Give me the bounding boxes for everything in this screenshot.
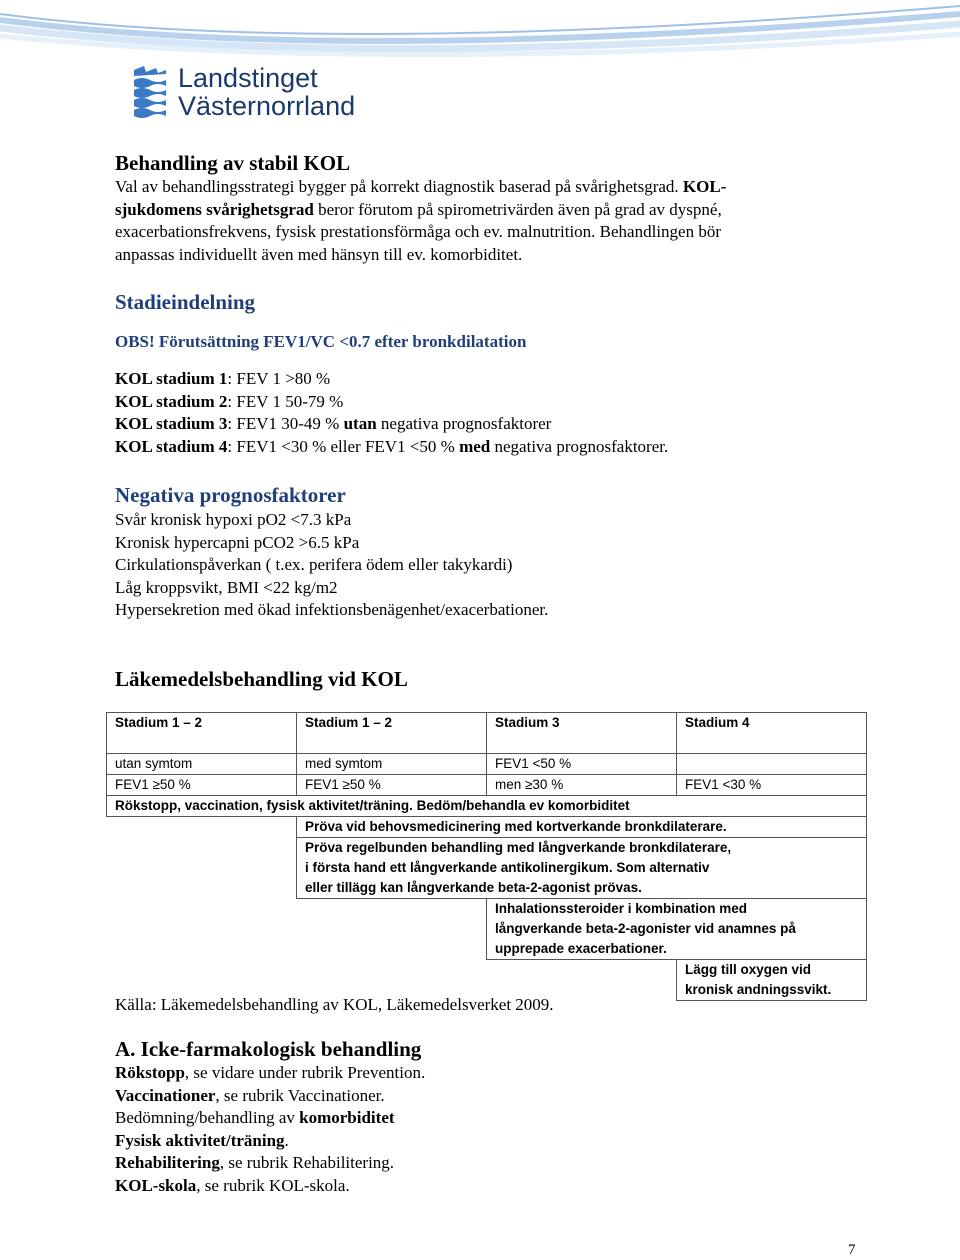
section-title-stabil-kol: Behandling av stabil KOL bbox=[115, 151, 351, 175]
table-header-cell: Stadium 1 – 2 bbox=[297, 713, 487, 754]
list-item: KOL-skola, se rubrik KOL-skola. bbox=[115, 1175, 350, 1195]
obs-note: OBS! Förutsättning FEV1/VC <0.7 efter bronkdilatation bbox=[115, 332, 527, 351]
stadium-list: KOL stadium 1: FEV 1 >80 % KOL stadium 2: FEV 1 50-79 % KOL stadium 3: FEV1 30-49 % utan negativa prognosfaktorer KOL stadium 4: FEV1 <30 % eller FEV1 <50 % med negativa prognosfaktorer. bbox=[115, 369, 669, 456]
table-row: FEV1 ≥50 % FEV1 ≥50 % men ≥30 % FEV1 <30 % bbox=[107, 775, 867, 796]
organization-logo bbox=[132, 64, 362, 124]
table-row bbox=[107, 838, 867, 899]
table-header-cell: Stadium 4 bbox=[677, 713, 867, 754]
list-item: Vaccinationer, se rubrik Vaccinationer. bbox=[115, 1085, 385, 1105]
list-item: Svår kronisk hypoxi pO2 <7.3 kPa bbox=[115, 510, 352, 529]
logo-line1: Landstinget bbox=[178, 63, 318, 93]
treatment-table bbox=[106, 712, 867, 1001]
list-item: Låg kroppsvikt, BMI <22 kg/m2 bbox=[115, 577, 338, 597]
logo-line2: Västernorrland bbox=[178, 91, 356, 121]
list-item: Cirkulationspåverkan ( t.ex. perifera ödem eller takykardi) bbox=[115, 555, 513, 574]
table-cell-multiline: Lägg till oxygen vid kronisk andningssvikt. bbox=[677, 960, 867, 1001]
list-item: Rökstopp, se vidare under rubrik Prevention. bbox=[115, 1063, 426, 1082]
table-row: utan symtom med symtom FEV1 <50 % bbox=[107, 754, 867, 775]
list-item: Kronisk hypercapni pCO2 >6.5 kPa bbox=[115, 532, 360, 552]
list-item: Hypersekretion med ökad infektionsbenägenhet/exacerbationer. bbox=[115, 600, 549, 619]
table-header-cell: Stadium 3 bbox=[487, 713, 677, 754]
table-cell-multiline: Inhalationssteroider i kombination med långverkande beta-2-agonister vid anamnes på upprepade exacerbationer. bbox=[487, 899, 867, 960]
list-item: Fysisk aktivitet/träning. bbox=[115, 1130, 289, 1150]
source-citation: Källa: Läkemedelsbehandling av KOL, Läkemedelsverket 2009. bbox=[115, 995, 554, 1014]
intro-paragraph: Val av behandlingsstrategi bygger på korrekt diagnostik baserad på svårighetsgrad. KOL- sjukdomens svårighetsgrad beror förutom på spirometrivärden även på grad av dyspné, exacerbationsfrekvens, fysisk prestationsförmåga och ev. malnutrition. Behandlingen bör anpassas individuellt även med hänsyn till ev. komorbiditet. bbox=[115, 177, 727, 264]
table-cell-multiline: Pröva regelbunden behandling med långverkande bronkdilaterare, i första hand ett långverkande antikolinergikum. Som alternativ eller tillägg kan långverkande beta-2-agonist prövas. bbox=[297, 838, 867, 899]
section-title-prognosfaktorer: Negativa prognosfaktorer bbox=[115, 483, 346, 507]
table-row bbox=[107, 899, 867, 960]
icke-farmakologisk-list bbox=[115, 1062, 835, 1197]
table-header-row bbox=[107, 713, 867, 754]
logo-text bbox=[178, 64, 355, 120]
section-title-icke-farmakologisk: A. Icke-farmakologisk behandling bbox=[115, 1037, 422, 1061]
header-wave-decoration bbox=[0, 0, 960, 72]
section-title-lakemedel: Läkemedelsbehandling vid KOL bbox=[115, 667, 408, 691]
list-item: Bedömning/behandling av komorbiditet bbox=[115, 1108, 395, 1127]
table-row: Pröva vid behovsmedicinering med kortverkande bronkdilaterare. bbox=[107, 817, 867, 838]
table-header-cell: Stadium 1 – 2 bbox=[107, 713, 297, 754]
section-title-stadieindelning: Stadieindelning bbox=[115, 290, 256, 314]
table-row: Rökstopp, vaccination, fysisk aktivitet/träning. Bedöm/behandla ev komorbiditet bbox=[107, 796, 867, 817]
wave-emblem-icon bbox=[132, 64, 168, 120]
list-item: Rehabilitering, se rubrik Rehabilitering. bbox=[115, 1153, 395, 1172]
prognosfaktorer-list bbox=[115, 509, 835, 622]
page-number: 7 bbox=[848, 1242, 856, 1258]
